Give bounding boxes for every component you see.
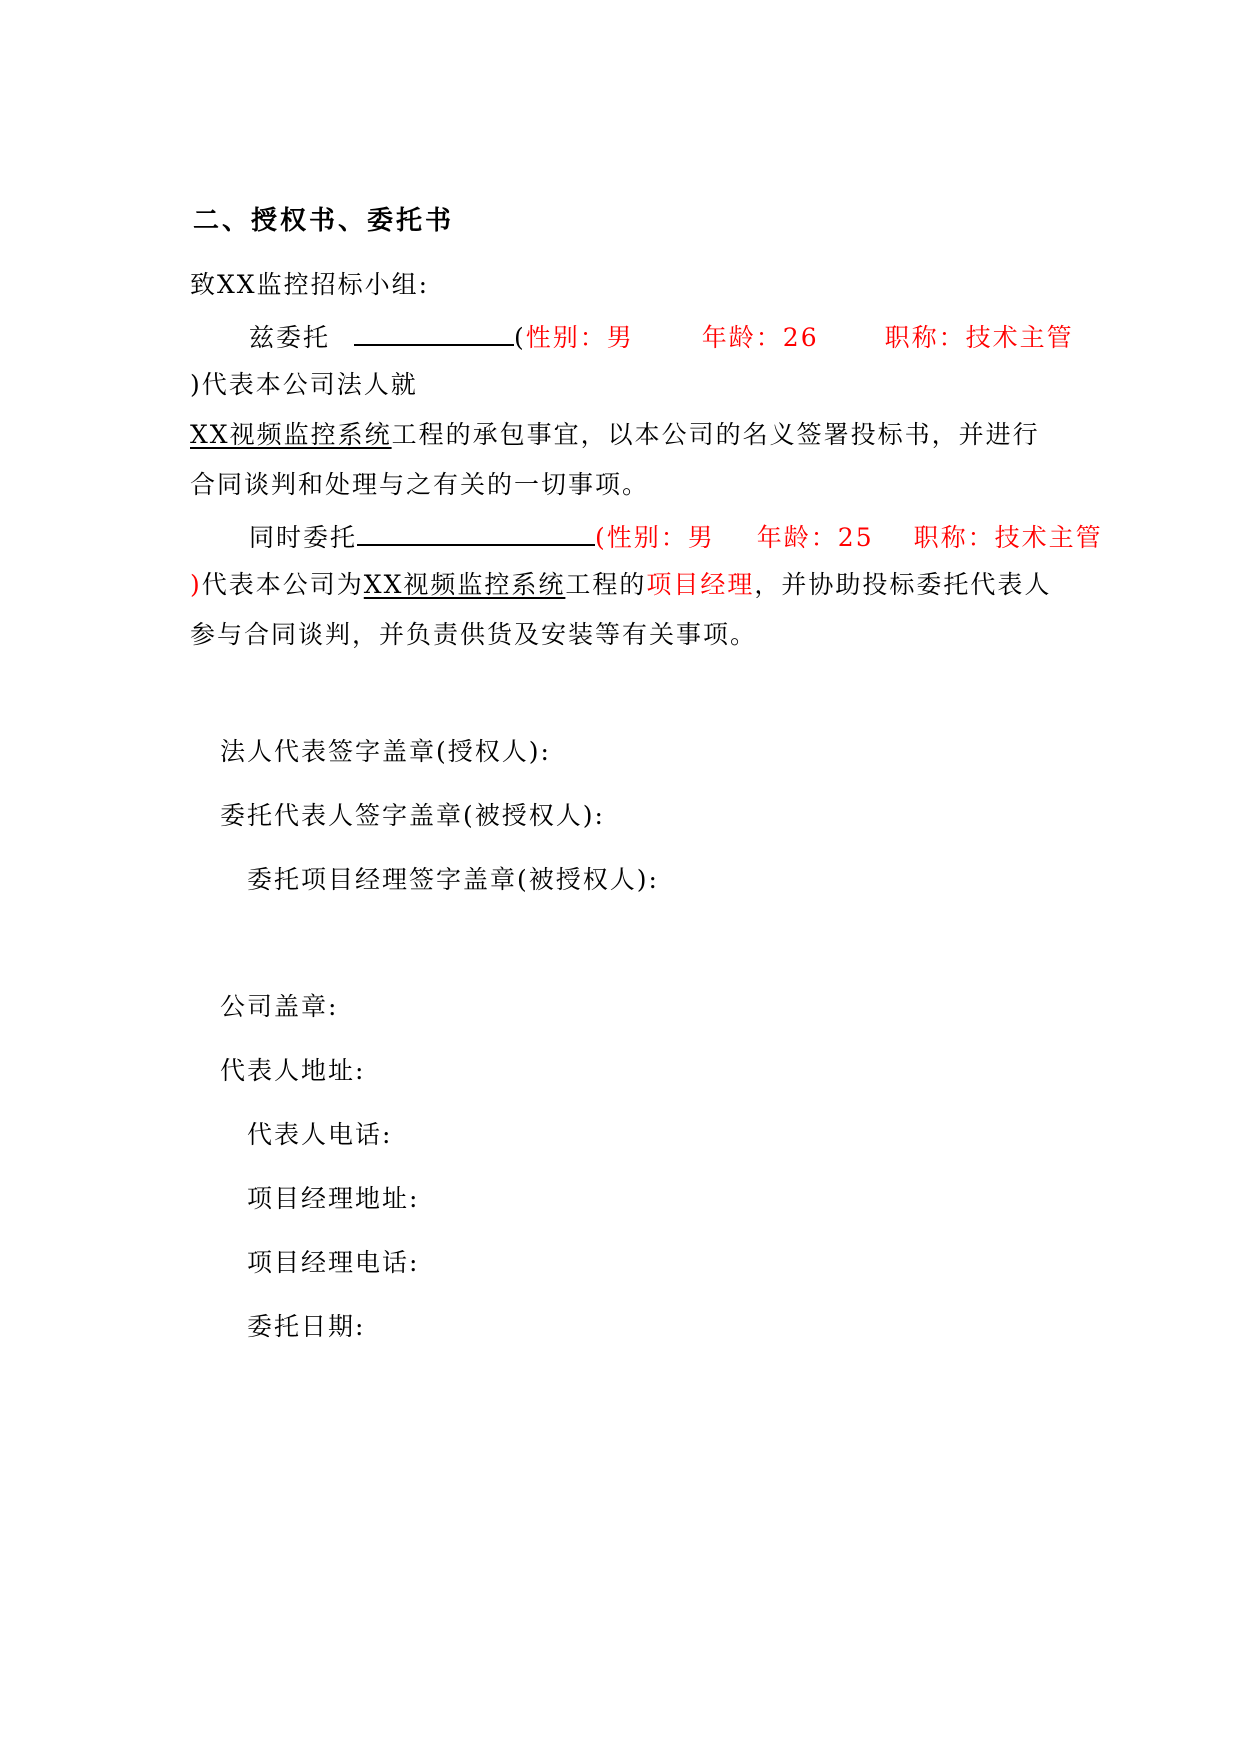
- para2-role: 项目经理: [646, 570, 755, 599]
- company-seal-label: 公司盖章:: [220, 992, 339, 1021]
- para1-title: 职称：技术主管: [884, 323, 1074, 352]
- para2-age: 年龄：25: [756, 523, 874, 552]
- para1-open-paren: (: [514, 323, 526, 352]
- rep-address-label: 代表人地址:: [220, 1056, 366, 1085]
- para2-tail: ，并协助投标委托代表人: [754, 570, 1052, 599]
- para1-line1: [249, 318, 1074, 355]
- pm-address-label: 项目经理地址:: [247, 1184, 420, 1213]
- rep-phone-label: 代表人电话:: [247, 1120, 393, 1149]
- delegate-signature-label: 委托代表人签字盖章(被授权人):: [220, 801, 605, 830]
- para2-line2: [190, 568, 1051, 602]
- legal-rep-signature-label: 法人代表签字盖章(授权人):: [220, 737, 551, 766]
- para2-project-name: XX视频监控系统: [363, 570, 566, 599]
- para2-title: 职称：技术主管: [913, 523, 1103, 552]
- para2-line1: [249, 518, 1103, 555]
- para1-line3: [190, 418, 1040, 452]
- pm-name-blank: [357, 518, 595, 546]
- para1-age: 年龄：26: [701, 323, 819, 352]
- para1-lead: 兹委托: [249, 323, 331, 352]
- date-label: 委托日期:: [247, 1312, 366, 1341]
- para2-lead: 同时委托: [249, 523, 358, 552]
- para1-line2: [190, 368, 418, 402]
- para1-rest: 代表本公司法人就: [201, 370, 418, 399]
- para2-line3: 参与合同谈判，并负责供货及安装等有关事项。: [190, 620, 758, 649]
- para2-open-paren: (: [595, 523, 607, 552]
- para2-gender: 性别：男: [606, 523, 715, 552]
- para1-line3-rest: 工程的承包事宜，以本公司的名义签署投标书，并进行: [391, 420, 1040, 449]
- para1-line4: 合同谈判和处理与之有关的一切事项。: [190, 470, 650, 499]
- para2-mid: 代表本公司为: [201, 570, 364, 599]
- pm-phone-label: 项目经理电话:: [247, 1248, 420, 1277]
- para1-close-paren: ): [190, 370, 202, 399]
- pm-signature-label: 委托项目经理签字盖章(被授权人):: [247, 865, 659, 894]
- para1-gender: 性别：男: [525, 323, 634, 352]
- section-heading: 二、授权书、委托书: [193, 206, 455, 236]
- para1-project-name: XX视频监控系统: [190, 420, 392, 449]
- para2-mid2: 工程的: [565, 570, 647, 599]
- delegate-name-blank: [354, 318, 514, 346]
- para2-close-paren: ): [190, 570, 202, 599]
- salutation: 致XX监控招标小组:: [190, 270, 430, 299]
